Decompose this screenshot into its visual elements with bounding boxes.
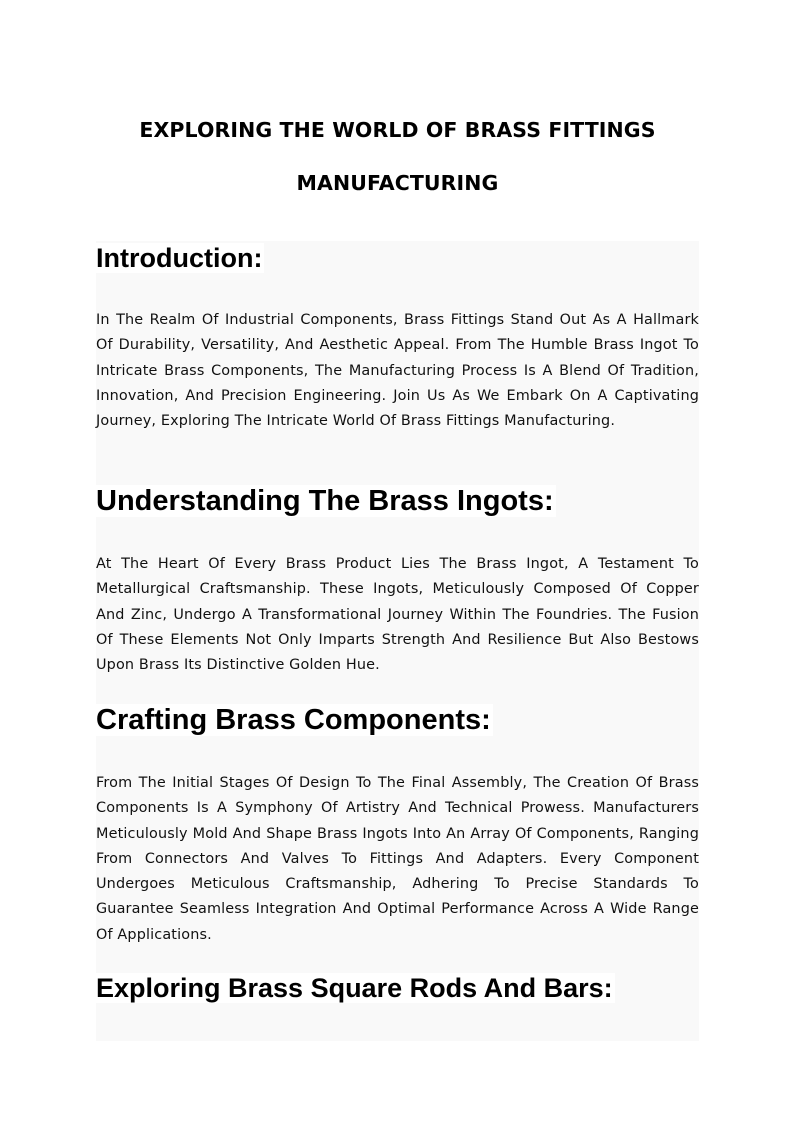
document-title-line-2: MANUFACTURING bbox=[296, 171, 499, 195]
section-body-introduction: In The Realm Of Industrial Components, Brass Fittings Stand Out As A Hallmark Of Durability, Versatility, And Aesthetic Appeal. From The Humble Brass Ingot To Intricate Brass Components, The Manufacturing Process Is A Blend Of Tradition, Innovation, And Precision Engineering. Join Us As We Embark On A Captivating Journey, Exploring The Intricate World Of Brass Fittings Manufacturing. bbox=[96, 312, 699, 430]
section-heading-text: Introduction: bbox=[96, 243, 263, 273]
section-heading-text: Crafting Brass Components: bbox=[96, 704, 491, 736]
section-body-crafting-components: From The Initial Stages Of Design To The Final Assembly, The Creation Of Brass Components Is A Symphony Of Artistry And Technical Prowess. Manufacturers Meticulously Mold And Shape Brass Ingots Into An Array Of Components, Ranging From Connectors And Valves To Fittings And Adapters. Every Component Undergoes Meticulous Craftsmanship, Adhering To Precise Standards To Guarantee Seamless Integration And Optimal Performance Across A Wide Range Of Applications. bbox=[96, 775, 699, 943]
document-title-line-1: EXPLORING THE WORLD OF BRASS FITTINGS bbox=[139, 118, 656, 142]
article-content bbox=[96, 241, 699, 1041]
section-heading-text: Understanding The Brass Ingots: bbox=[96, 485, 554, 517]
section-heading-square-rods-bars bbox=[96, 971, 615, 1005]
section-heading-text: Exploring Brass Square Rods And Bars: bbox=[96, 973, 613, 1003]
section-body-brass-ingots: At The Heart Of Every Brass Product Lies The Brass Ingot, A Testament To Metallurgical Craftsmanship. These Ingots, Meticulously Composed Of Copper And Zinc, Undergo A Transformational Journey Within The Foundries. The Fusion Of These Elements Not Only Imparts Strength And Resilience But Also Bestows Upon Brass Its Distinctive Golden Hue. bbox=[96, 556, 699, 674]
section-heading-crafting-components bbox=[96, 702, 493, 738]
section-heading-introduction bbox=[96, 241, 264, 275]
section-heading-brass-ingots bbox=[96, 483, 556, 519]
